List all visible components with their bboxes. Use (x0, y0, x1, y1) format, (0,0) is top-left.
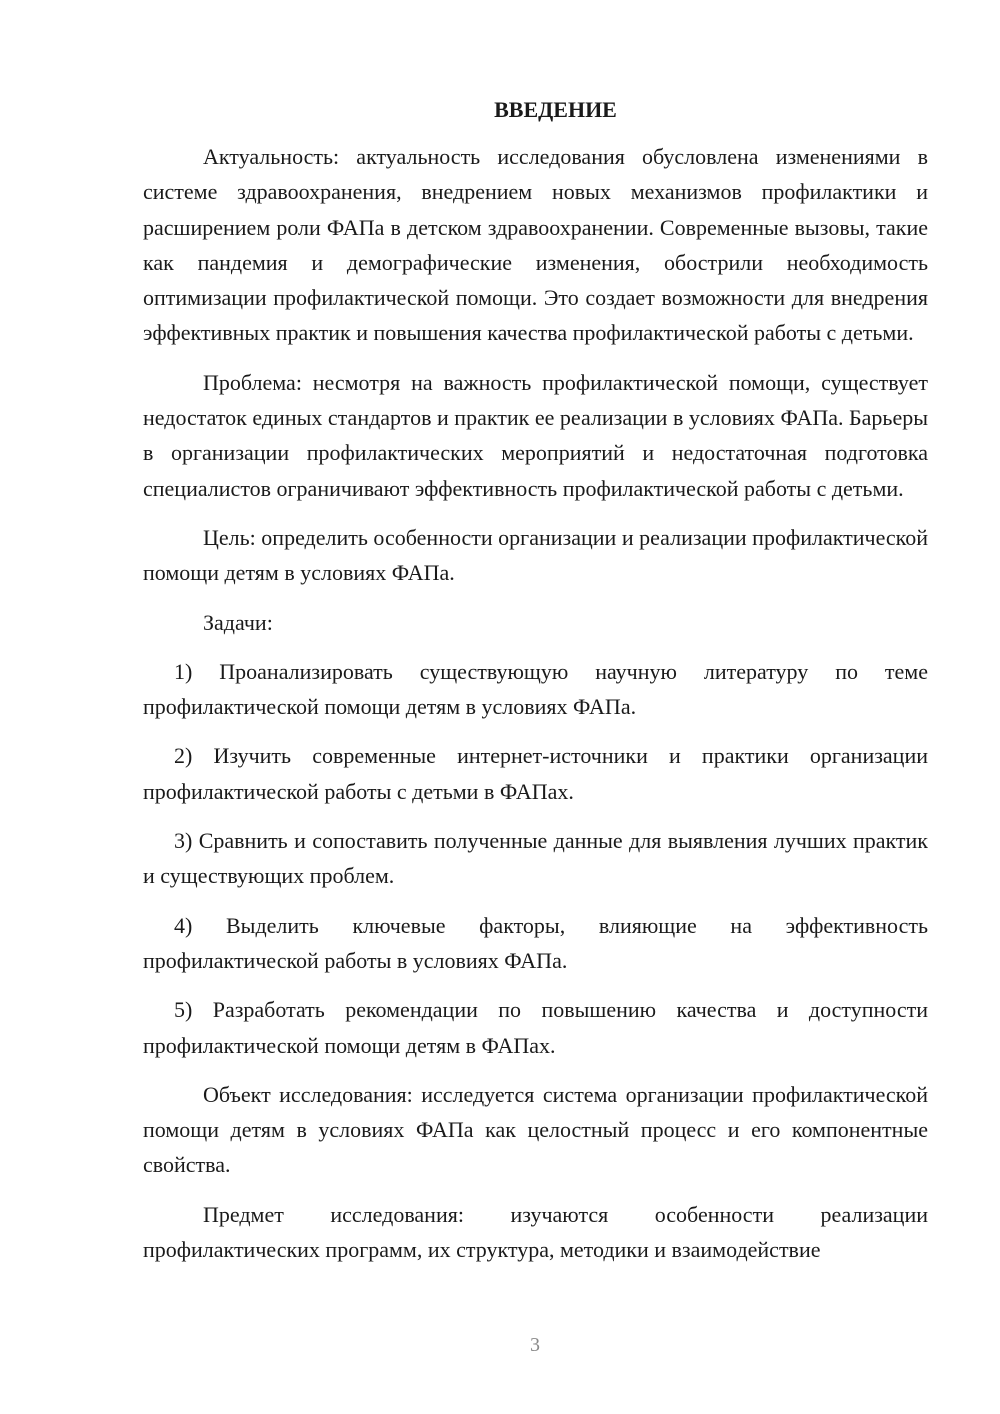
task-item-3: 3) Сравнить и сопоставить полученные данные для выявления лучших практик и существующих проблем. (143, 828, 928, 889)
task-item-2: 2) Изучить современные интернет-источники и практики организации профилактической работы с детьми в ФАПах. (143, 743, 928, 804)
paragraph-goal: Цель: определить особенности организации и реализации профилактической помощи детям в условиях ФАПа. (143, 524, 928, 586)
paragraph-subject: Предмет исследования: изучаются особенности реализации профилактических программ, их структура, методики и взаимодействие (143, 1201, 928, 1263)
tasks-heading: Задачи: (203, 609, 273, 635)
page-content (143, 95, 928, 1281)
task-item-4: 4) Выделить ключевые факторы, влияющие на эффективность профилактической работы в условиях ФАПа. (143, 912, 928, 973)
paragraph-relevance: Актуальность: актуальность исследования обусловлена изменениями в системе здравоохранения, внедрением новых механизмов профилактики и расширением роли ФАПа в детском здравоохранении. Современные вызовы, такие как пандемия и демографические изменения, обострили необходимость оптимизации профилактической помощи. Это создает возможности для внедрения эффективных практик и повышения качества профилактической работы с детьми. (143, 144, 928, 346)
paragraph-problem: Проблема: несмотря на важность профилактической помощи, существует недостаток единых стандартов и практик ее реализации в условиях ФАПа. Барьеры в организации профилактических мероприятий и недостаточная подготовка специалистов ограничивают эффективность профилактической работы с детьми. (143, 369, 928, 501)
task-item-1: 1) Проанализировать существующую научную литературу по теме профилактической помощи детям в условиях ФАПа. (143, 658, 928, 720)
page-number: 3 (530, 1334, 540, 1356)
paragraph-object: Объект исследования: исследуется система организации профилактической помощи детям в условиях ФАПа как целостный процесс и его компонентные свойства. (143, 1081, 928, 1178)
task-item-5: 5) Разработать рекомендации по повышению качества и доступности профилактической помощи детям в ФАПах. (143, 997, 928, 1058)
section-title: ВВЕДЕНИЕ (494, 97, 617, 122)
